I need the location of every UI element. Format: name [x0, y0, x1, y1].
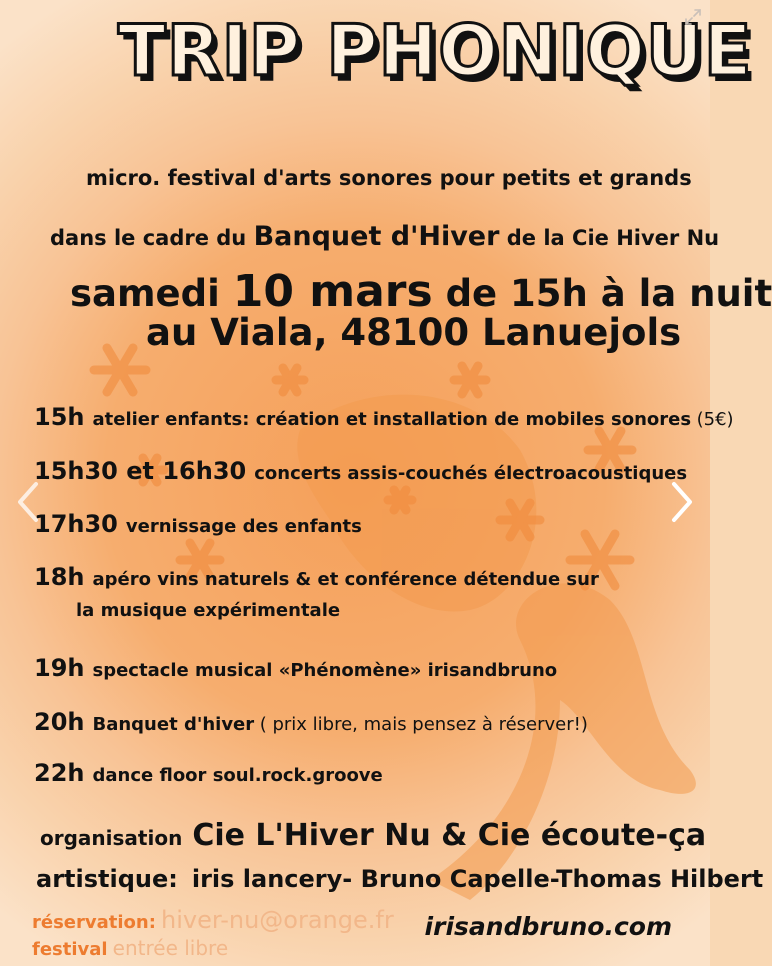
- date-day: samedi: [70, 272, 233, 315]
- schedule-time: 15h: [34, 403, 85, 431]
- organisation-label: organisation: [40, 826, 183, 850]
- organisation: [40, 818, 706, 853]
- schedule-item: [34, 759, 383, 787]
- schedule-desc: atelier enfants: création et installation de mobiles sonores: [92, 409, 692, 430]
- schedule-desc: Banquet d'hiver: [92, 714, 255, 735]
- schedule-note: (5€): [696, 409, 734, 430]
- poster-context: [50, 221, 719, 252]
- event-place: au Viala, 48100 Lanuejols: [146, 311, 682, 354]
- context-prefix: dans le cadre du: [50, 226, 254, 250]
- schedule-desc: vernissage des enfants: [125, 516, 362, 537]
- festival-entry: [32, 936, 228, 960]
- poster-subtitle: micro. festival d'arts sonores pour petits et grands: [86, 166, 692, 190]
- schedule-item: [34, 563, 599, 591]
- context-suffix: de la Cie Hiver Nu: [499, 226, 720, 250]
- schedule-time: 15h30 et 16h30: [34, 457, 247, 485]
- reservation: [32, 906, 394, 934]
- schedule-item: [34, 654, 557, 682]
- chevron-left-icon: [14, 480, 44, 524]
- schedule-desc: concerts assis-couchés électroacoustiques: [254, 463, 688, 484]
- schedule-time: 22h: [34, 759, 85, 787]
- prev-button[interactable]: [14, 480, 44, 524]
- schedule-desc-continuation: la musique expérimentale: [76, 600, 341, 621]
- schedule-desc: spectacle musical «Phénomène» irisandbruno: [92, 660, 558, 681]
- schedule-note: ( prix libre, mais pensez à réserver!): [259, 714, 588, 735]
- next-button[interactable]: [666, 480, 696, 524]
- artistique: [36, 865, 763, 893]
- festival-value: entrée libre: [112, 936, 229, 960]
- artistique-value: iris lancery- Bruno Capelle-Thomas Hilbert: [191, 865, 764, 893]
- context-event: Banquet d'Hiver: [253, 221, 500, 252]
- chevron-right-icon: [666, 480, 696, 524]
- schedule-desc: dance floor soul.rock.groove: [92, 765, 383, 786]
- expand-icon: [684, 8, 702, 26]
- date-hours: de 15h à la nuit: [432, 272, 772, 315]
- schedule-item: [34, 510, 362, 538]
- organisation-value: Cie L'Hiver Nu & Cie écoute-ça: [192, 818, 707, 853]
- event-date: [70, 266, 772, 317]
- schedule-item: [34, 708, 588, 736]
- expand-button[interactable]: [684, 8, 702, 26]
- schedule-desc: apéro vins naturels & et conférence détendue sur: [92, 569, 599, 590]
- schedule-item: [34, 403, 734, 431]
- schedule-time: 17h30: [34, 510, 118, 538]
- artistique-label: artistique:: [36, 865, 178, 893]
- date-main: 10 mars: [232, 266, 433, 317]
- poster-title: TRIP PHONIQUE: [118, 10, 753, 92]
- schedule-time: 18h: [34, 563, 85, 591]
- schedule-item: [34, 457, 687, 485]
- schedule-time: 19h: [34, 654, 85, 682]
- website: irisandbruno.com: [424, 912, 672, 941]
- festival-label: festival: [32, 939, 108, 960]
- reservation-email: hiver-nu@orange.fr: [161, 906, 394, 934]
- reservation-label: réservation:: [32, 912, 156, 933]
- schedule-time: 20h: [34, 708, 85, 736]
